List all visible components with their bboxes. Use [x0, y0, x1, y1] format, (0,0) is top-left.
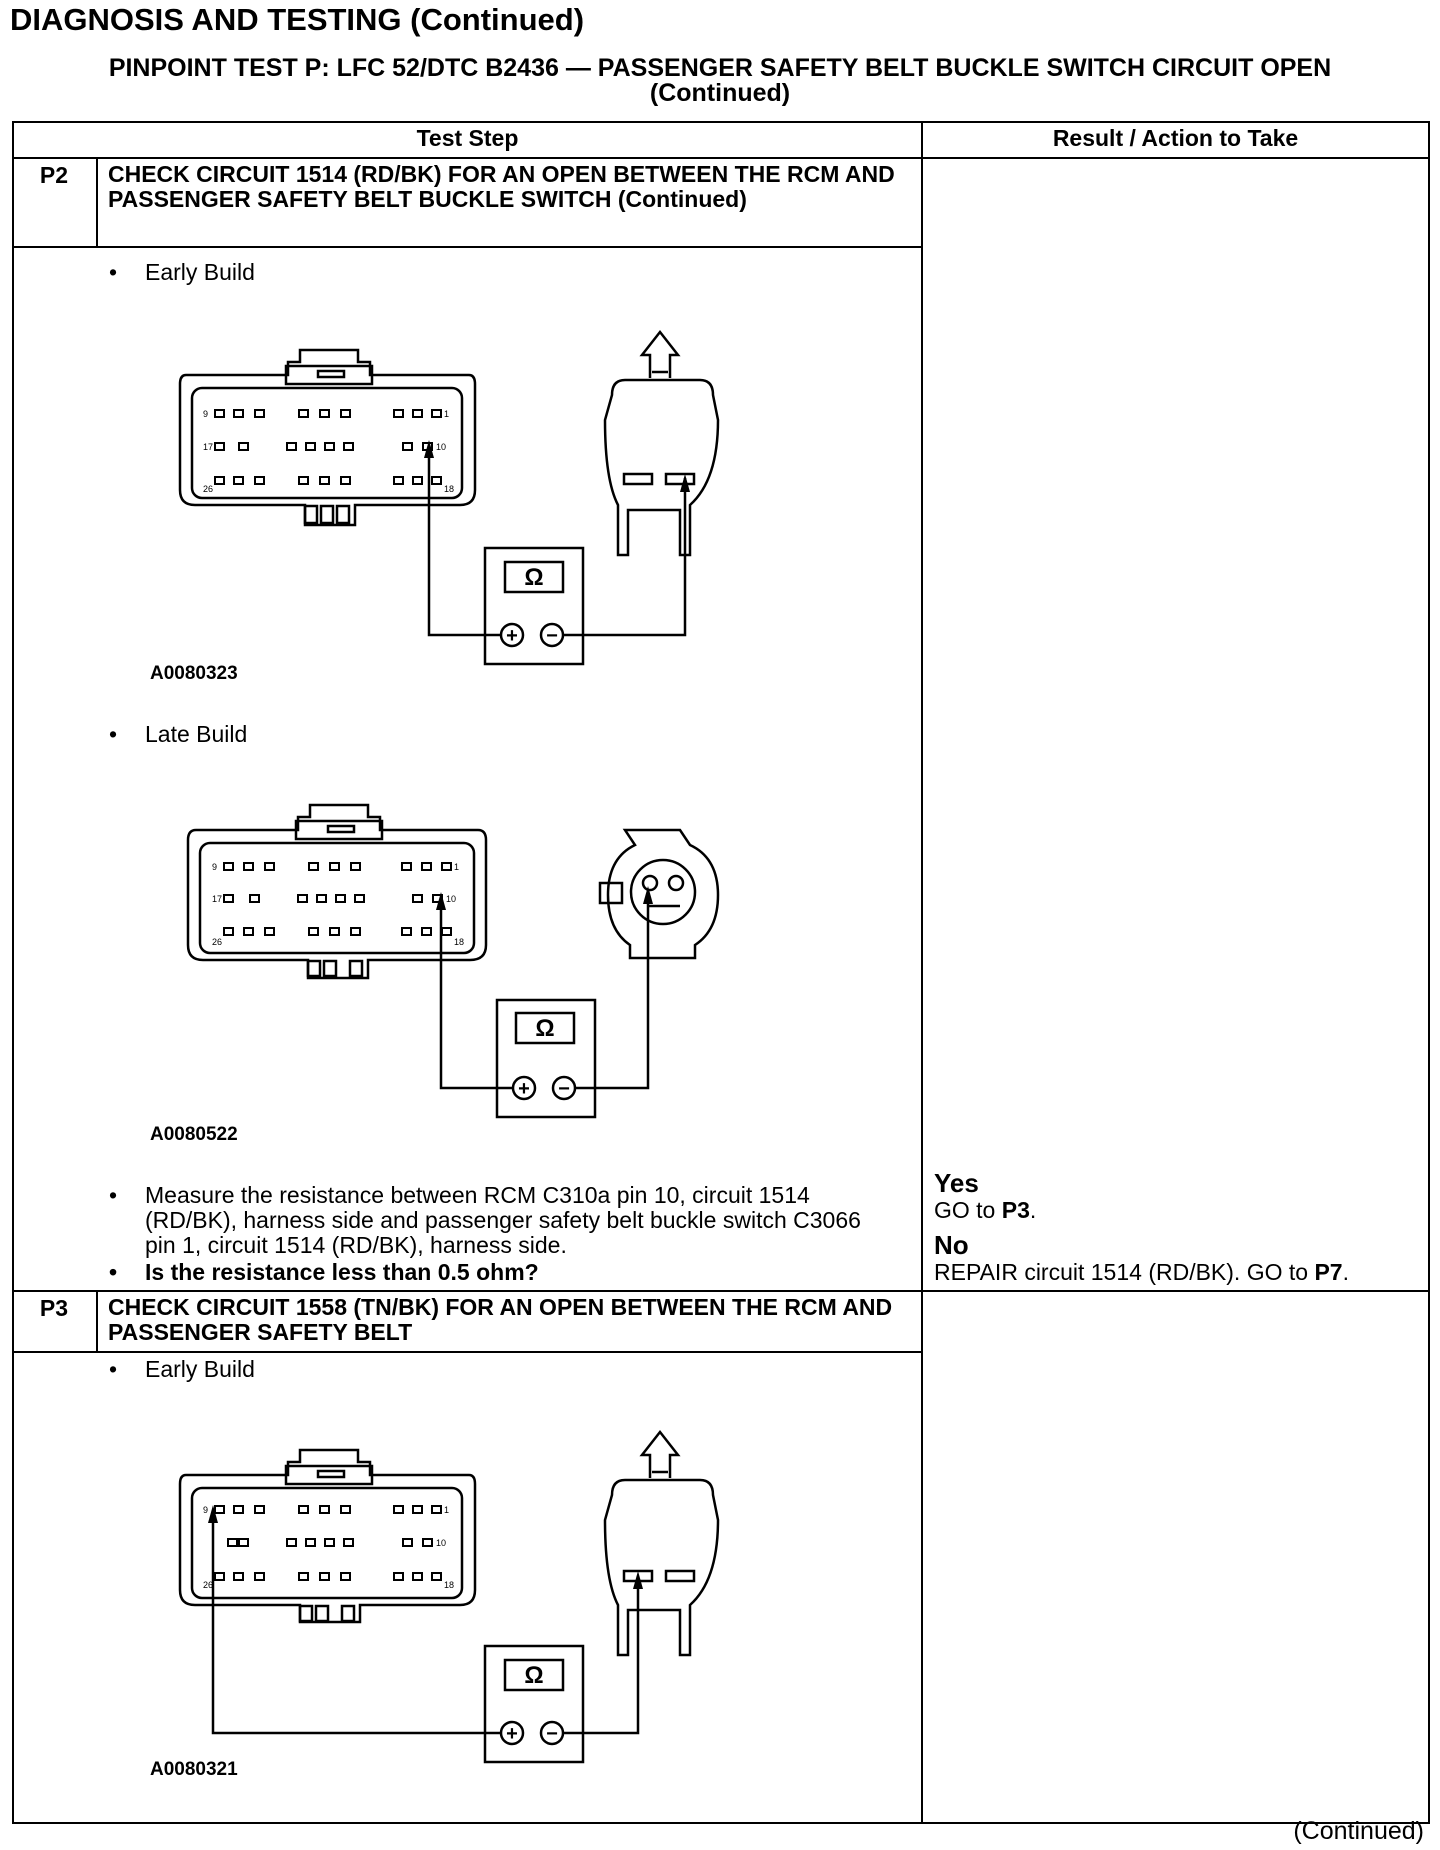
result-yes-label: Yes — [934, 1168, 979, 1198]
figure-code-a0080321: A0080321 — [150, 1759, 238, 1780]
header-result-action: Result / Action to Take — [1052, 125, 1299, 151]
result-yes-action: GO to P3. — [934, 1197, 1037, 1223]
pin-label-10: 10 — [436, 442, 447, 452]
goto-p7-link[interactable]: P7 — [1314, 1259, 1343, 1285]
pin-label-18: 18 — [444, 484, 455, 494]
header-test-step: Test Step — [416, 125, 519, 151]
step-title-p2: CHECK CIRCUIT 1514 (RD/BK) FOR AN OPEN BETWEEN THE RCM AND PASSENGER SAFETY BELT BUCKLE SWITCH (Continued) — [108, 161, 895, 212]
meter-plus: + — [506, 1723, 518, 1745]
step-id-p2: P2 — [39, 162, 69, 188]
pin-label-10: 10 — [446, 894, 457, 904]
step-id-p3: P3 — [39, 1295, 69, 1321]
goto-p3-link[interactable]: P3 — [1001, 1197, 1030, 1223]
figure-code-a0080323: A0080323 — [150, 663, 238, 684]
bullet-text: Late Build — [145, 721, 248, 747]
meter-minus: − — [546, 1723, 558, 1745]
meter-plus: + — [506, 625, 518, 647]
pinpoint-test-title-line2: (Continued) — [649, 79, 791, 107]
bullet-text: Early Build — [145, 1356, 255, 1382]
step-title-p3: CHECK CIRCUIT 1558 (TN/BK) FOR AN OPEN BETWEEN THE RCM AND PASSENGER SAFETY BELT — [108, 1294, 893, 1345]
bullet-early-build-p2: • Early Build — [109, 259, 255, 285]
ohm-symbol: Ω — [524, 1662, 544, 1689]
pin-label-1: 1 — [444, 409, 450, 419]
pinpoint-test-title-line1: PINPOINT TEST P: LFC 52/DTC B2436 — PASSENGER SAFETY BELT BUCKLE SWITCH CIRCUIT OPEN — [108, 54, 1332, 82]
pin-label-10: 10 — [436, 1538, 447, 1548]
bullet-measure-p2: • Measure the resistance between RCM C310a pin 10, circuit 1514 (RD/BK), harness side and passenger safety belt buckle switch C3066 pin 1, circuit 1514 (RD/BK), harness side. — [109, 1182, 861, 1258]
bullet-early-build-p3: • Early Build — [109, 1356, 255, 1382]
pin-label-9: 9 — [203, 1505, 209, 1515]
test-question: Is the resistance less than 0.5 ohm? — [145, 1259, 539, 1285]
result-no-action: REPAIR circuit 1514 (RD/BK). GO to P7. — [934, 1259, 1349, 1285]
ohm-symbol: Ω — [524, 564, 544, 591]
figure-code-a0080522: A0080522 — [150, 1124, 238, 1145]
pin-label-1: 1 — [444, 1505, 450, 1515]
meter-minus: − — [546, 625, 558, 647]
pin-label-26: 26 — [203, 1580, 214, 1590]
continued-footer: (Continued) — [1293, 1817, 1424, 1845]
pin-label-18: 18 — [454, 937, 465, 947]
result-no-label: No — [934, 1230, 969, 1260]
pin-label-18: 18 — [444, 1580, 455, 1590]
bullet-text: Early Build — [145, 259, 255, 285]
pin-label-17: 17 — [203, 442, 214, 452]
page-title: DIAGNOSIS AND TESTING (Continued) — [10, 2, 585, 37]
pin-label-1: 1 — [454, 862, 460, 872]
meter-plus: + — [518, 1078, 530, 1100]
meter-minus: − — [558, 1078, 570, 1100]
pin-label-26: 26 — [212, 937, 223, 947]
measure-instruction: Measure the resistance between RCM C310a pin 10, circuit 1514 (RD/BK), harness side and passenger safety belt buckle switch C3066 pin 1, circuit 1514 (RD/BK), harness side. — [145, 1182, 861, 1258]
pin-label-26: 26 — [203, 484, 214, 494]
bullet-question-p2: • Is the resistance less than 0.5 ohm? — [109, 1259, 539, 1285]
pin-label-9: 9 — [212, 862, 218, 872]
bullet-late-build-p2: • Late Build — [109, 721, 248, 747]
pin-label-9: 9 — [203, 409, 209, 419]
pin-label-17: 17 — [212, 894, 223, 904]
ohm-symbol: Ω — [535, 1015, 555, 1042]
